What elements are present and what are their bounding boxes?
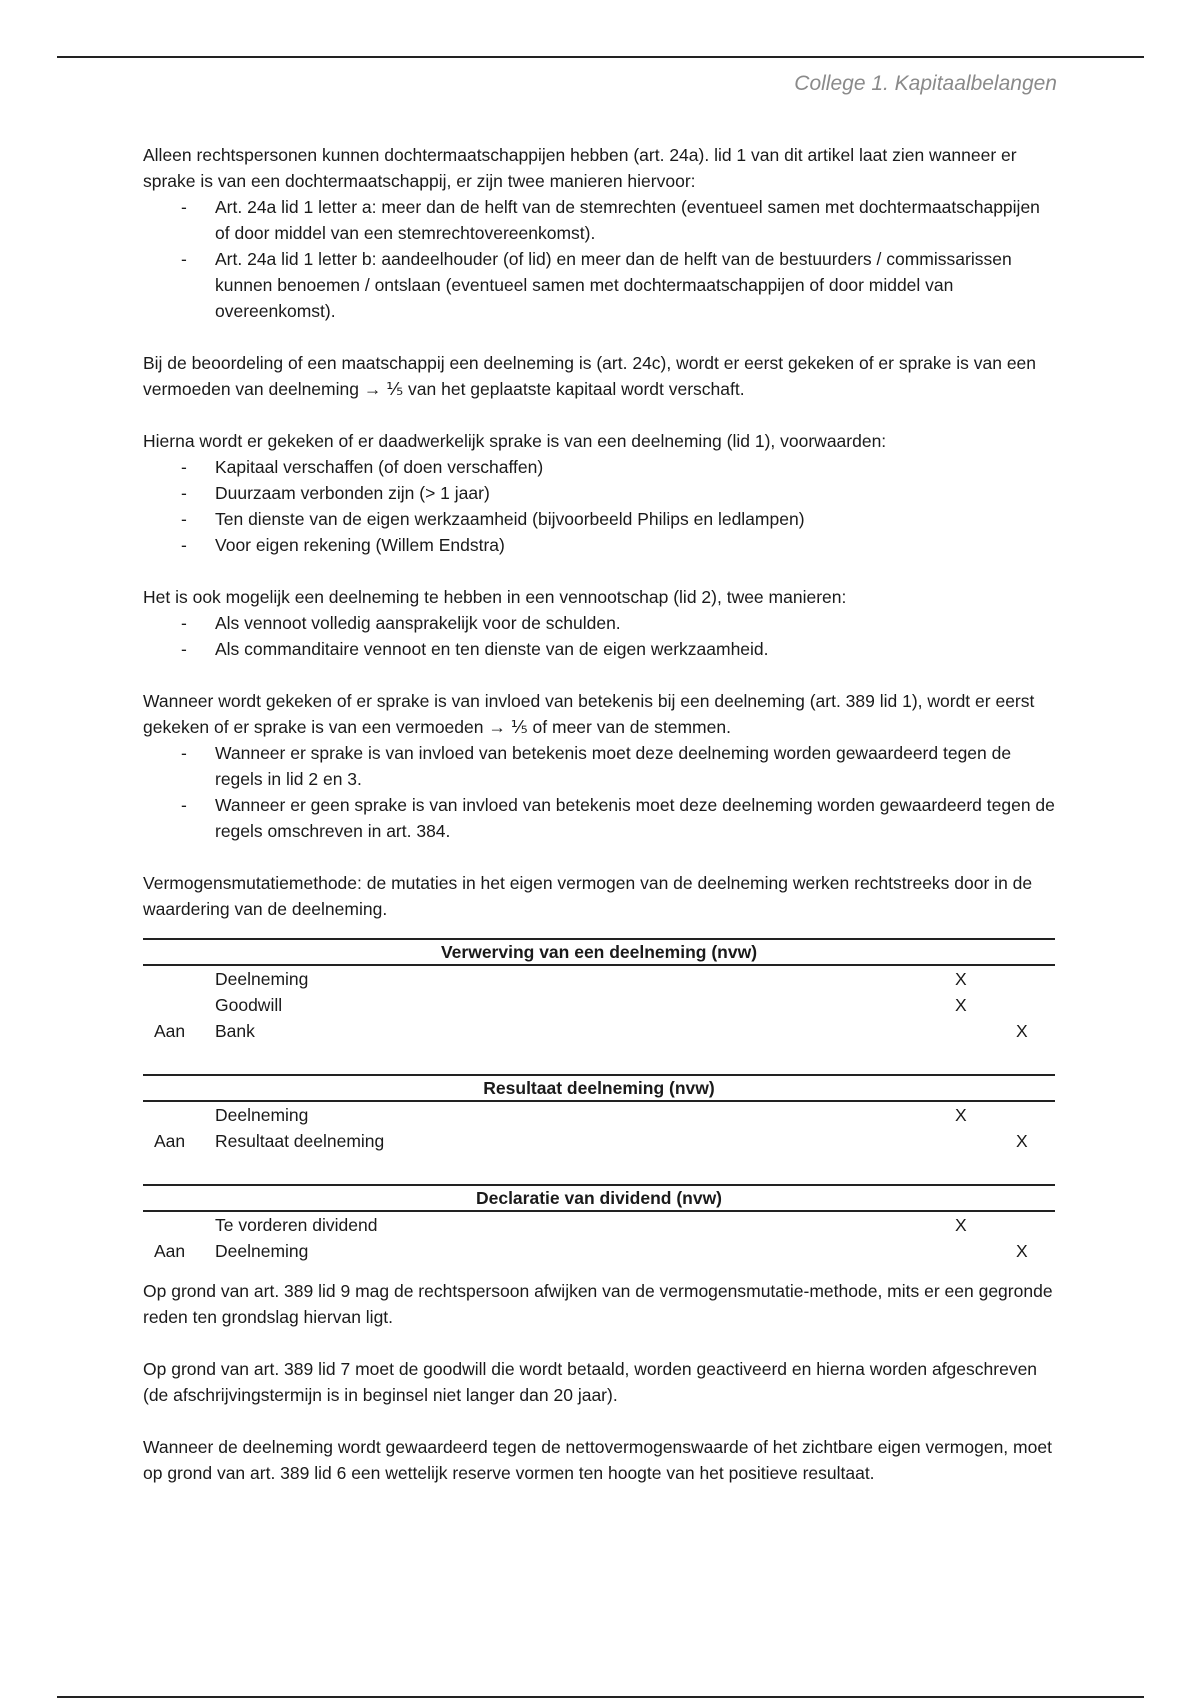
journal-row (143, 1018, 1055, 1044)
journal-title: Resultaat deelneming (nvw) (143, 1074, 1055, 1102)
paragraph-significant-influence: Wanneer wordt gekeken of er sprake is van invloed van betekenis bij een deelneming (art. 389 lid 1), wordt er eerst gekeken of er sprake is van een vermoeden → ⅕ of meer van de stemmen. (143, 691, 1035, 737)
journal-row (143, 1212, 1055, 1238)
list-item: - Wanneer er geen sprake is van invloed van betekenis moet deze deelneming worden gewaardeerd tegen de regels omschreven in art. 384. (143, 792, 1058, 844)
list-item: - Ten dienste van de eigen werkzaamheid (bijvoorbeeld Philips en ledlampen) (143, 506, 1058, 532)
account-name: Deelneming (215, 1105, 309, 1125)
list-item: - Art. 24a lid 1 letter b: aandeelhouder (of lid) en meer dan de helft van de bestuurders / commissarissen kunnen benoemen / ontslaan (eventueel samen met dochtermaatschappijen of door middel van overeenkomst). (143, 246, 1058, 324)
list-item: - Duurzaam verbonden zijn (> 1 jaar) (143, 480, 1058, 506)
list-item: - Als commanditaire vennoot en ten dienste van de eigen werkzaamheid. (143, 636, 1058, 662)
debit-mark: X (955, 995, 967, 1015)
journal-row (143, 966, 1055, 992)
credit-mark: X (1016, 1131, 1028, 1151)
paragraph-conditions: Hierna wordt er gekeken of er daadwerkelijk sprake is van een deelneming (lid 1), voorwaarden: (143, 431, 887, 451)
account-name: Deelneming (215, 1241, 309, 1261)
paragraph-subsidiaries: Alleen rechtspersonen kunnen dochtermaatschappijen hebben (art. 24a). lid 1 van dit artikel laat zien wanneer er sprake is van een dochtermaatschappij, er zijn twee manieren hiervoor: (143, 145, 1017, 191)
debit-mark: X (955, 1215, 967, 1235)
account-name: Te vorderen dividend (215, 1215, 378, 1235)
journal-entry-dividend (143, 1184, 1055, 1264)
paragraph-goodwill: Op grond van art. 389 lid 7 moet de goodwill die wordt betaald, worden geactiveerd en hierna worden afgeschreven (de afschrijvingstermijn is in beginsel niet langer dan 20 jaar). (143, 1359, 1038, 1405)
journal-row (143, 1238, 1055, 1264)
paragraph-deviation: Op grond van art. 389 lid 9 mag de rechtspersoon afwijken van de vermogensmutatie-methode, mits er een gegronde reden ten grondslag hiervan ligt. (143, 1281, 1053, 1327)
running-header: College 1. Kapitaalbelangen (794, 72, 1057, 95)
journal-row (143, 992, 1055, 1018)
influence-list (143, 740, 1058, 844)
paragraph-presumption: Bij de beoordeling of een maatschappij een deelneming is (art. 24c), wordt er eerst gekeken of er sprake is van een vermoeden van deelneming → ⅕ van het geplaatste kapitaal wordt verschaft. (143, 353, 1037, 399)
account-name: Resultaat deelneming (215, 1131, 385, 1151)
document-body (143, 142, 1058, 1486)
journal-row (143, 1102, 1055, 1128)
journal-entry-result (143, 1074, 1055, 1154)
list-item: - Voor eigen rekening (Willem Endstra) (143, 532, 1058, 558)
aan-label: Aan (154, 1131, 186, 1151)
conditions-list (143, 454, 1058, 558)
account-name: Deelneming (215, 969, 309, 989)
journal-row (143, 1128, 1055, 1154)
journal-title: Declaratie van dividend (nvw) (143, 1184, 1055, 1212)
aan-label: Aan (154, 1021, 186, 1041)
journal-title: Verwerving van een deelneming (nvw) (143, 938, 1055, 966)
paragraph-equity-method: Vermogensmutatiemethode: de mutaties in het eigen vermogen van de deelneming werken rechtstreeks door in de waardering van de deelneming. (143, 873, 1033, 919)
account-name: Goodwill (215, 995, 283, 1015)
debit-mark: X (955, 969, 967, 989)
paragraph-legal-reserve: Wanneer de deelneming wordt gewaardeerd tegen de nettovermogenswaarde of het zichtbare eigen vermogen, moet op grond van art. 389 lid 6 een wettelijk reserve vormen ten hoogte van het positieve resultaat. (143, 1437, 1052, 1483)
subsidiary-criteria-list (143, 194, 1058, 324)
list-item: - Kapitaal verschaffen (of doen verschaffen) (143, 454, 1058, 480)
credit-mark: X (1016, 1021, 1028, 1041)
debit-mark: X (955, 1105, 967, 1125)
header-rule (57, 56, 1144, 58)
paragraph-partnership: Het is ook mogelijk een deelneming te hebben in een vennootschap (lid 2), twee manieren: (143, 587, 847, 607)
list-item: - Als vennoot volledig aansprakelijk voor de schulden. (143, 610, 1058, 636)
footer-rule (57, 1696, 1144, 1698)
partnership-list (143, 610, 1058, 662)
list-item: - Art. 24a lid 1 letter a: meer dan de helft van de stemrechten (eventueel samen met dochtermaatschappijen of door middel van een stemrechtovereenkomst). (143, 194, 1058, 246)
aan-label: Aan (154, 1241, 186, 1261)
credit-mark: X (1016, 1241, 1028, 1261)
account-name: Bank (215, 1021, 255, 1041)
list-item: - Wanneer er sprake is van invloed van betekenis moet deze deelneming worden gewaardeerd tegen de regels in lid 2 en 3. (143, 740, 1058, 792)
journal-entry-acquisition (143, 938, 1055, 1044)
